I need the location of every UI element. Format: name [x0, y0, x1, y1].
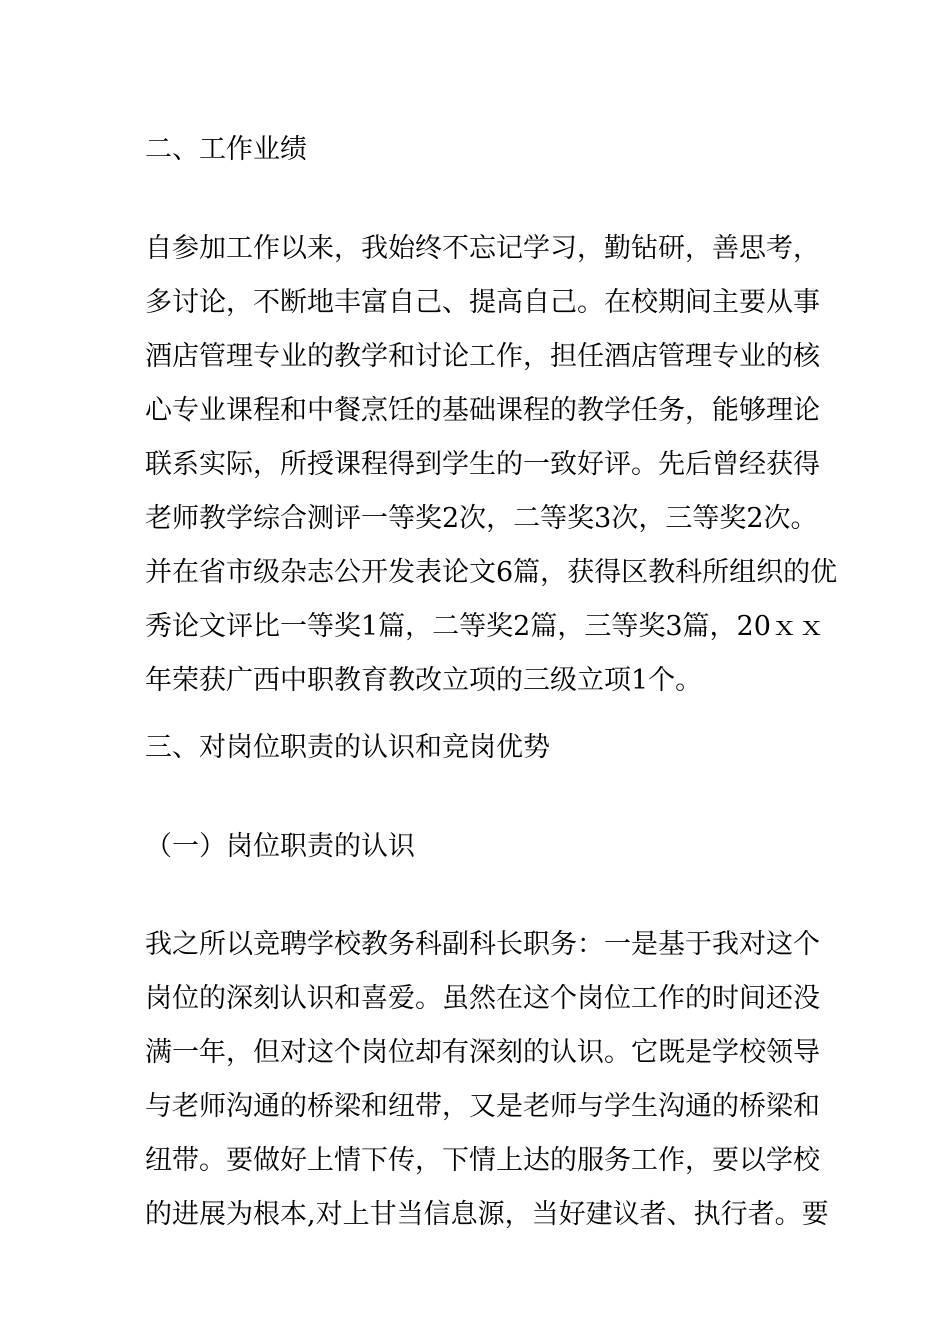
paragraph-line: 酒店管理专业的教学和讨论工作，担任酒店管理专业的核 — [145, 341, 820, 372]
paragraph-line: 的进展为根本,对上甘当信息源，当好建议者、执行者。要 — [145, 1199, 829, 1230]
paragraph-line: 与老师沟通的桥梁和纽带，又是老师与学生沟通的桥梁和 — [145, 1091, 820, 1122]
section-heading-job-responsibilities: 三、对岗位职责的认识和竞岗优势 — [145, 732, 550, 763]
paragraph-line: 老师教学综合测评一等奖2次，二等奖3次，三等奖2次。 — [145, 503, 818, 534]
paragraph-line: 自参加工作以来，我始终不忘记学习，勤钻研，善思考， — [145, 233, 820, 264]
paragraph-line: 我之所以竞聘学校教务科副科长职务：一是基于我对这个 — [145, 929, 820, 960]
paragraph-line: 联系实际，所授课程得到学生的一致好评。先后曾经获得 — [145, 449, 820, 480]
subsection-heading-understanding: （一）岗位职责的认识 — [145, 831, 415, 862]
paragraph-line: 满一年，但对这个岗位却有深刻的认识。它既是学校领导 — [145, 1037, 820, 1068]
paragraph-line: 纽带。要做好上情下传，下情上达的服务工作，要以学校 — [145, 1145, 820, 1176]
section-heading-work-achievements: 二、工作业绩 — [145, 134, 307, 165]
paragraph-line: 秀论文评比一等奖1篇，二等奖2篇，三等奖3篇，20ｘｘ — [145, 611, 825, 642]
paragraph-understanding — [145, 918, 829, 1242]
paragraph-line: 并在省市级杂志公开发表论文6篇，获得区教科所组织的优 — [145, 557, 838, 588]
paragraph-line: 岗位的深刻认识和喜爱。虽然在这个岗位工作的时间还没 — [145, 983, 820, 1014]
paragraph-work-achievements — [145, 222, 838, 708]
paragraph-line: 年荣获广西中职教育教改立项的三级立项1个。 — [145, 665, 703, 696]
paragraph-line: 心专业课程和中餐烹饪的基础课程的教学任务，能够理论 — [145, 395, 820, 426]
paragraph-line: 多讨论，不断地丰富自己、提高自己。在校期间主要从事 — [145, 287, 820, 318]
